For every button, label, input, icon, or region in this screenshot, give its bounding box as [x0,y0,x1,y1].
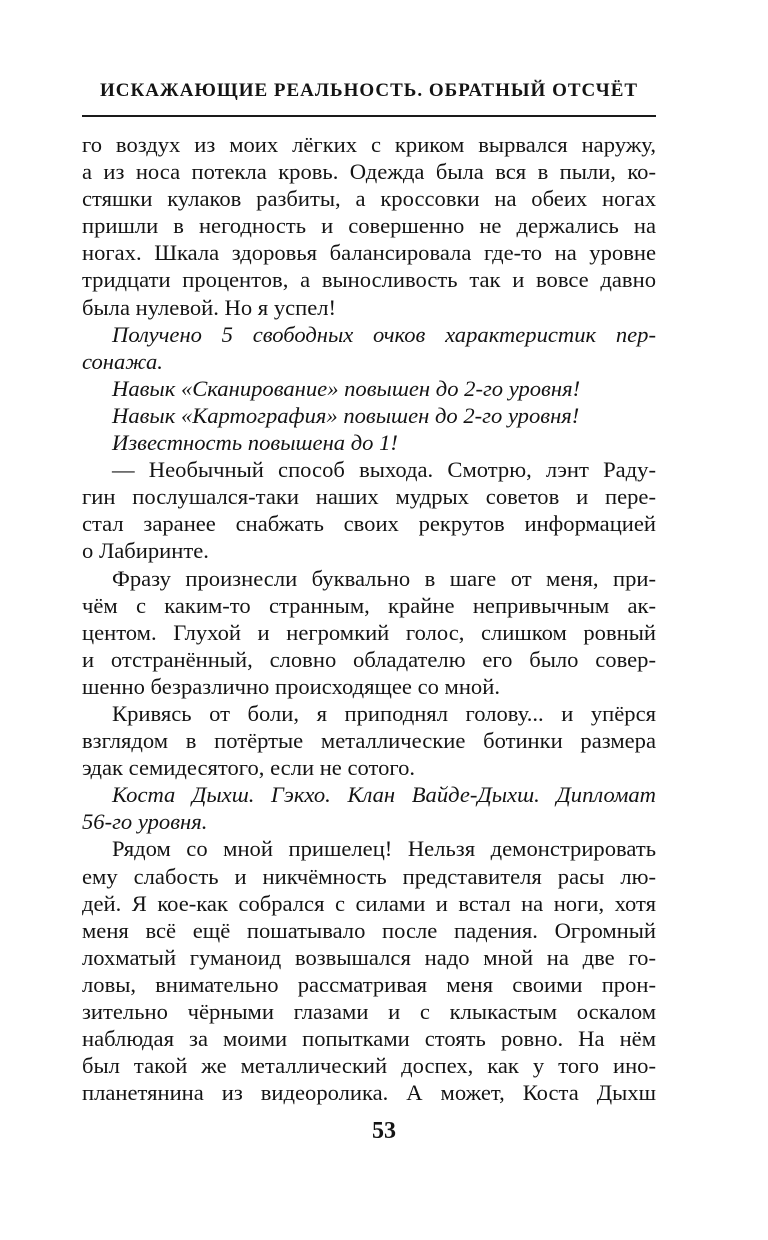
text-line: Рядом со мной пришелец! Нельзя демонстрировать [112,836,656,862]
system-message-line: Получено 5 свободных очков характеристик пер- [112,321,656,347]
text-line: гин послушался-таки наших мудрых советов и пере- [82,484,656,510]
body-text [82,131,656,1106]
text-line: Кривясь от боли, я приподнял голову... и упёрся [112,700,656,726]
system-message-line: сонажа. [82,348,163,374]
text-line: стал заранее снабжать своих рекрутов информацией [82,511,656,537]
text-line: зительно чёрными глазами и с клыкастым оскалом [82,999,656,1024]
text-line: Фразу произнесли буквально в шаге от меня, при- [112,565,656,591]
text-line: о Лабиринте. [82,538,209,564]
text-line: тридцати процентов, а выносливость так и вовсе давно [82,267,656,293]
system-message-line: 56-го уровня. [82,809,208,835]
page-number: 53 [372,1118,396,1144]
text-line: а из носа потекла кровь. Одежда была вся в пыли, ко- [82,159,656,185]
text-line: шенно безразлично происходящее со мной. [82,673,500,699]
text-line: стяшки кулаков разбиты, а кроссовки на обеих ногах [82,186,656,212]
system-message-line: Навык «Картография» повышен до 2-го уровня! [112,402,580,428]
text-line: наблюдая за моими попытками стоять ровно. На нём [82,1026,656,1052]
text-line: взглядом в потёртые металлические ботинки размера [82,728,656,754]
text-line: центом. Глухой и негромкий голос, слишком ровный [82,619,656,645]
text-line: пришли в негодность и совершенно не держались на [82,213,656,239]
text-line: ему слабость и никчёмность представителя расы лю- [82,863,656,889]
text-line: го воздух из моих лёгких с криком вырвался наружу, [82,132,656,157]
text-line: планетянина из видеоролика. А может, Коста Дыхш [82,1080,656,1106]
text-line: и отстранённый, словно обладателю его было совер- [82,646,656,672]
text-line: чём с каким-то странным, крайне непривычным ак- [82,592,656,618]
text-line: лохматый гуманоид возвышался надо мной на две го- [82,944,656,970]
system-message-line: Коста Дыхш. Гэкхо. Клан Вайде-Дыхш. Дипломат [112,782,656,808]
text-line: ловы, внимательно рассматривая меня своими прон- [82,971,656,997]
system-message-line: Навык «Сканирование» повышен до 2-го уровня! [112,375,581,401]
text-line: ногах. Шкала здоровья балансировала где-то на уровне [82,240,656,266]
text-line: был такой же металлический доспех, как у того ино- [82,1053,656,1079]
text-line: — Необычный способ выхода. Смотрю, лэнт Раду- [112,457,656,483]
text-line: меня всё ещё пошатывало после падения. Огромный [82,917,656,943]
text-line: эдак семидесятого, если не сотого. [82,755,416,781]
text-line: дей. Я кое-как собрался с силами и встал на ноги, хотя [82,890,656,916]
text-line: была нулевой. Но я успел! [82,294,337,320]
running-title: ИСКАЖАЮЩИЕ РЕАЛЬНОСТЬ. ОБРАТНЫЙ ОТСЧЁТ [99,80,639,101]
header-rule [82,115,656,117]
system-message-line: Известность повышена до 1! [112,430,398,456]
